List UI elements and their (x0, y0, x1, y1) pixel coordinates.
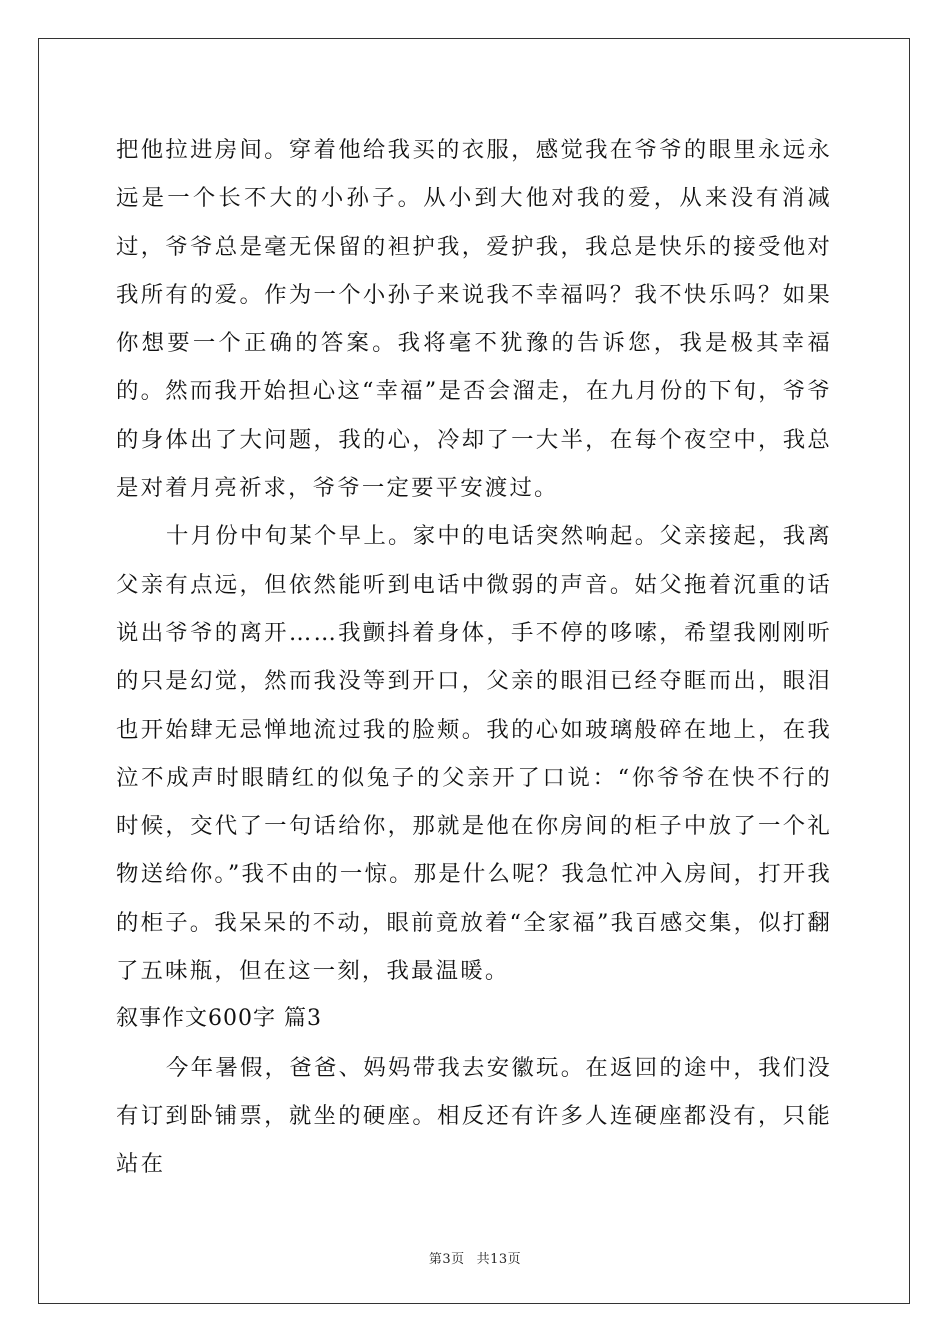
document-body (116, 126, 832, 1189)
page-number: 第3页 (428, 1252, 465, 1267)
section-heading: 叙事作文600字 篇3 (116, 1006, 322, 1032)
page-total: 共13页 (476, 1252, 522, 1267)
paragraph-continued: 把他拉进房间。穿着他给我买的衣服，感觉我在爷爷的眼里永远永远是一个长不大的小孙子。从小到大他对我的爱，从来没有消减过，爷爷总是毫无保留的袒护我，爱护我，我总是快乐的接受他对我所有的爱。作为一个小孙子来说我不幸福吗？我不快乐吗？如果你想要一个正确的答案。我将毫不犹豫的告诉您，我是极其幸福的。然而我开始担心这“幸福”是否会溜走，在九月份的下旬，爷爷的身体出了大问题，我的心，冷却了一大半，在每个夜空中，我总是对着月亮祈求，爷爷一定要平安渡过。 (116, 137, 832, 502)
paragraph-phone-call: 十月份中旬某个早上。家中的电话突然响起。父亲接起，我离父亲有点远，但依然能听到电话中微弱的声音。姑父拖着沉重的话说出爷爷的离开……我颤抖着身体，手不停的哆嗦，希望我刚刚听的只是幻觉，然而我没等到开口，父亲的眼泪已经夺眶而出，眼泪也开始肆无忌惮地流过我的脸颊。我的心如玻璃般碎在地上，在我泣不成声时眼睛红的似兔子的父亲开了口说：“你爷爷在快不行的时候，交代了一句话给你，那就是他在你房间的柜子中放了一个礼物送给你。”我不由的一惊。那是什么呢？我急忙冲入房间，打开我的柜子。我呆呆的不动，眼前竟放着“全家福”我百感交集，似打翻了五味瓶，但在这一刻，我最温暖。 (116, 523, 832, 985)
paragraph-summer-trip: 今年暑假，爸爸、妈妈带我去安徽玩。在返回的途中，我们没有订到卧铺票，就坐的硬座。相反还有许多人连硬座都没有，只能站在 (116, 1054, 832, 1178)
page-footer (0, 1248, 950, 1267)
